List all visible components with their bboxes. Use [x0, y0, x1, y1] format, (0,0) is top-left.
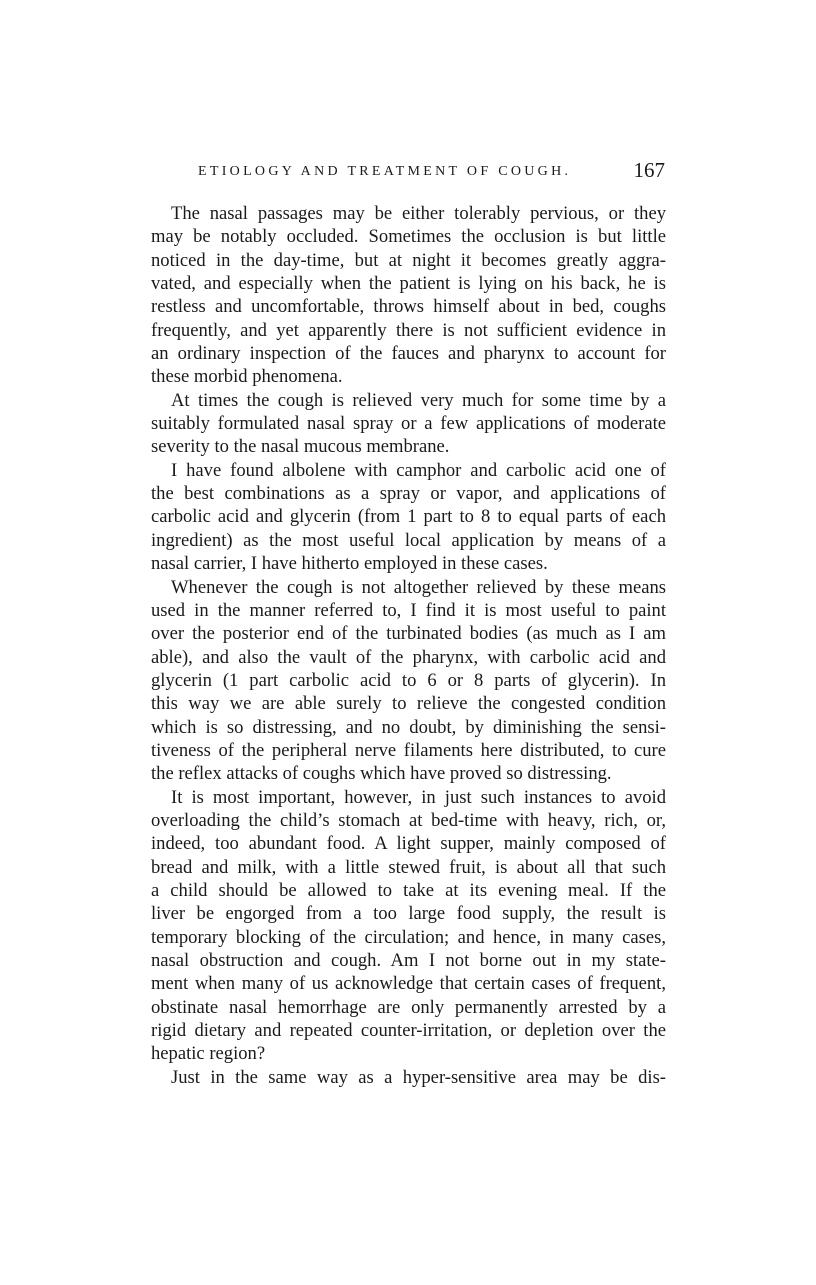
page-number: 167 — [633, 158, 665, 182]
running-header — [198, 160, 665, 186]
text-line: hepatic region? — [151, 1043, 266, 1065]
text-line: Just in the same way as a hyper-sensitive area may be dis- — [171, 1066, 666, 1088]
paragraph — [151, 786, 666, 1066]
text-line: noticed in the day-time, but at night it becomes greatly aggra- — [151, 249, 666, 271]
text-line: The nasal passages may be either tolerably pervious, or they — [171, 203, 666, 224]
text-line: liver be engorged from a too large food supply, the result is — [151, 903, 666, 925]
text-line: frequently, and yet apparently there is not sufficient evidence in — [151, 319, 666, 341]
text-line: this way we are able surely to relieve the congested condition — [151, 693, 666, 715]
text-line: severity to the nasal mucous membrane. — [151, 436, 450, 458]
text-line: obstinate nasal hemorrhage are only permanently arrested by a — [151, 996, 666, 1018]
text-line: which is so distressing, and no doubt, by diminishing the sensi- — [151, 716, 666, 738]
text-line: rigid dietary and repeated counter-irritation, or depletion over the — [151, 1020, 666, 1042]
running-title: ETIOLOGY AND TREATMENT OF COUGH. — [198, 164, 572, 179]
text-line: bread and milk, with a little stewed fruit, is about all that such — [151, 856, 666, 878]
text-line: used in the manner referred to, I find it is most useful to paint — [151, 599, 666, 621]
text-line: At times the cough is relieved very much for some time by a — [171, 389, 666, 411]
text-line: nasal carrier, I have hitherto employed in these cases. — [151, 553, 548, 575]
text-line: tiveness of the peripheral nerve filaments here distributed, to cure — [151, 739, 666, 761]
page-body — [151, 202, 666, 1089]
text-line: ment when many of us acknowledge that certain cases of frequent, — [151, 973, 666, 995]
text-line: suitably formulated nasal spray or a few applications of moderate — [151, 413, 666, 435]
paragraph — [151, 459, 666, 576]
text-line: these morbid phenomena. — [151, 366, 343, 388]
paragraph — [151, 1066, 666, 1089]
text-line: indeed, too abundant food. A light supper, mainly composed of — [151, 833, 666, 855]
paragraph — [151, 576, 666, 786]
text-line: temporary blocking of the circulation; and hence, in many cases, — [151, 926, 666, 948]
text-line: carbolic acid and glycerin (from 1 part to 8 to equal parts of each — [151, 506, 666, 528]
text-line: an ordinary inspection of the fauces and pharynx to account for — [151, 343, 666, 365]
text-line: glycerin (1 part carbolic acid to 6 or 8 parts of glycerin). In — [151, 669, 666, 691]
text-line: I have found albolene with camphor and carbolic acid one of — [171, 459, 666, 481]
text-line: the reflex attacks of coughs which have proved so distressing. — [151, 763, 612, 785]
text-line: a child should be allowed to take at its evening meal. If the — [151, 879, 666, 901]
text-line: the best combinations as a spray or vapor, and applications of — [151, 483, 666, 505]
paragraph — [151, 389, 666, 459]
text-line: restless and uncomfortable, throws himself about in bed, coughs — [151, 296, 666, 318]
text-line: overloading the child’s stomach at bed-time with heavy, rich, or, — [151, 809, 666, 831]
text-line: It is most important, however, in just such instances to avoid — [171, 786, 666, 808]
text-line: may be notably occluded. Sometimes the occlusion is but little — [151, 226, 666, 248]
text-line: ingredient) as the most useful local application by means of a — [151, 529, 666, 551]
paragraph — [151, 202, 666, 389]
text-line: over the posterior end of the turbinated bodies (as much as I am — [151, 623, 666, 645]
text-line: Whenever the cough is not altogether relieved by these means — [171, 576, 666, 598]
text-line: nasal obstruction and cough. Am I not borne out in my state- — [151, 950, 666, 971]
text-line: able), and also the vault of the pharynx, with carbolic acid and — [151, 646, 666, 668]
text-line: vated, and especially when the patient is lying on his back, he is — [151, 273, 666, 295]
